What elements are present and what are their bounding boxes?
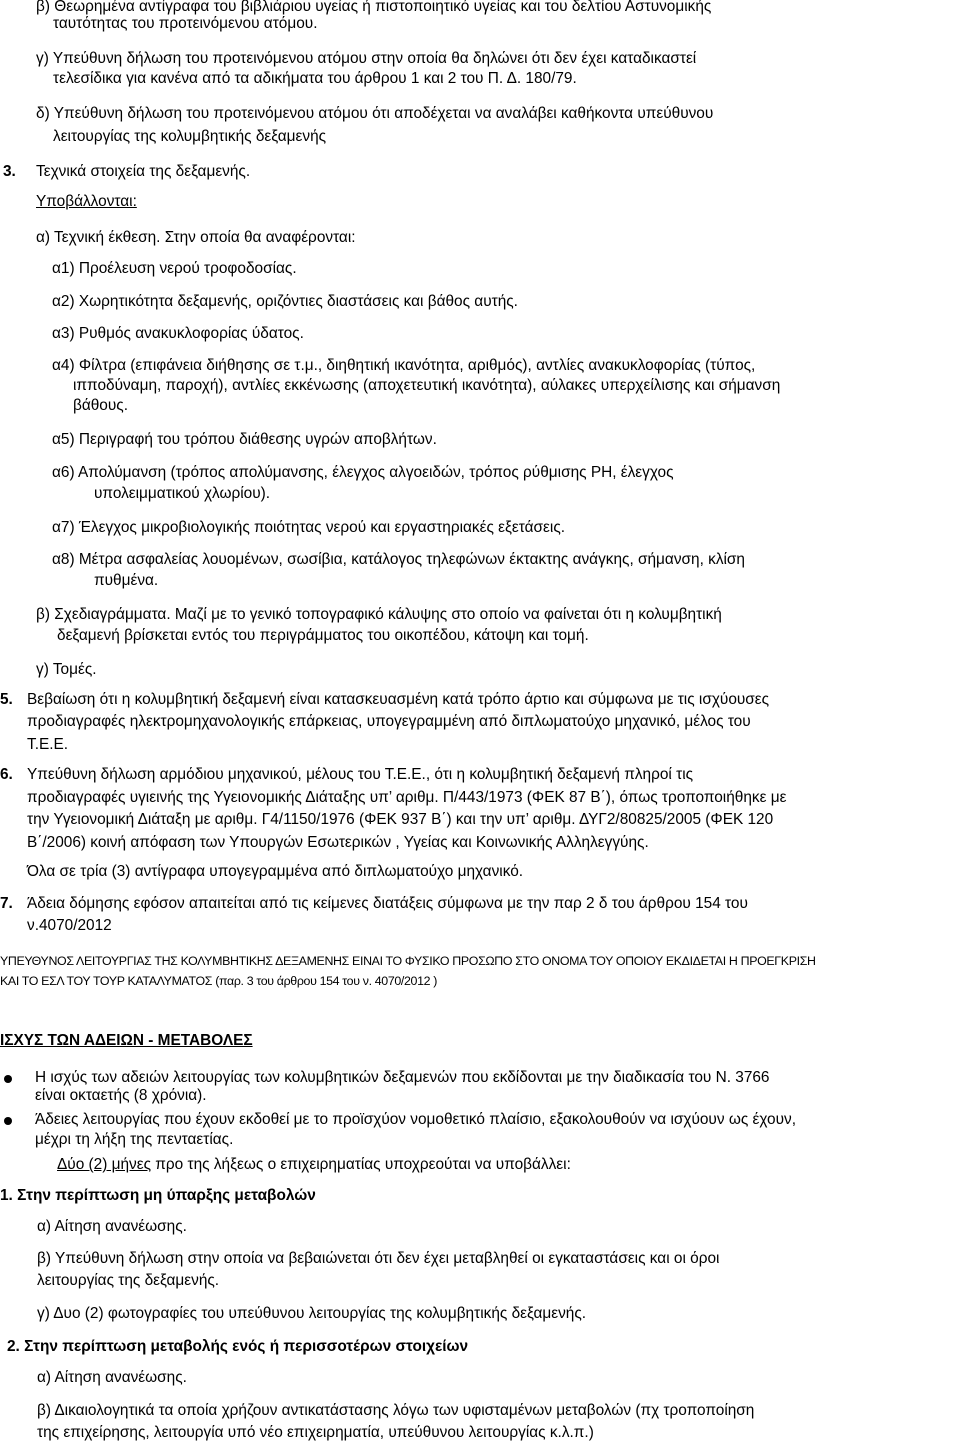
subsection-heading: 1. Στην περίπτωση μη ύπαρξης μεταβολών (0, 1187, 316, 1204)
text-line: είναι οκταετής (8 χρόνια). (35, 1087, 207, 1104)
text-line: Βεβαίωση ότι η κολυμβητική δεξαμενή είναι κατασκευασμένη κατά τρόπο άρτιο και σύμφωνα με τις ισχύουσες (27, 691, 770, 708)
section-number: 6. (0, 766, 13, 783)
note-line: ΥΠΕΥΘΥΝΟΣ ΛΕΙΤΟΥΡΓΙΑΣ ΤΗΣ ΚΟΛΥΜΒΗΤΙΚΗΣ ΔΕΞΑΜΕΝΗΣ ΕΙΝΑΙ ΤΟ ΦΥΣΙΚΟ ΠΡΟΣΩΠΟ ΣΤΟ ΟΝΟΜΑ ΤΟΥ ΟΠΟΙΟΥ ΕΚΔΙΔΕΤΑΙ Η ΠΡΟΕΓΚΡΙΣΗ (0, 954, 816, 968)
subsection-heading: 2. Στην περίπτωση μεταβολής ενός ή περισσοτέρων στοιχείων (7, 1338, 469, 1355)
page-heading: ΙΣΧΥΣ ΤΩΝ ΑΔΕΙΩΝ - ΜΕΤΑΒΟΛΕΣ (0, 1032, 253, 1049)
text-line: Άδειες λειτουργίας που έχουν εκδοθεί με το προϊσχύον νομοθετικό πλαίσιο, εξακολουθούν να ισχύουν ως έχουν, (35, 1111, 797, 1128)
list-item: α5) Περιγραφή του τρόπου διάθεσης υγρών αποβλήτων. (52, 431, 437, 448)
text-line: δ) Υπεύθυνη δήλωση του προτεινόμενου ατόμου ότι αποδέχεται να αναλάβει καθήκοντα υπεύθυνου (36, 105, 714, 122)
bullet-icon (4, 1075, 12, 1083)
text-line: λειτουργίας της κολυμβητικής δεξαμενής (53, 128, 327, 145)
list-item: α4) Φίλτρα (επιφάνεια διήθησης σε τ.μ., διηθητική ικανότητα, αριθμός), αντλίες ανακυκλοφορίας (τύπος, (52, 357, 756, 374)
text-line: προδιαγραφές υγιεινής της Υγειονομικής Διάταξης υπ’ αριθμ. Π/443/1973 (ΦΕΚ 87 Β΄), όπως τροποποιήθηκε με (27, 789, 787, 806)
text-line: β) Σχεδιαγράμματα. Μαζί με το γενικό τοπογραφικό κάλυψης στο οποίο να φαίνεται ότι η κολυμβητική (36, 606, 722, 623)
text-line: γ) Τομές. (36, 661, 97, 678)
text-line: πυθμένα. (94, 572, 159, 589)
text-line: προδιαγραφές ηλεκτρομηχανολογικής επάρκειας, υπογεγραμμένη από διπλωματούχο μηχανικό, μέλος του (27, 713, 751, 730)
text-line: την Υγειονομική Διάταξη με αριθμ. Γ4/1150/1976 (ΦΕΚ 937 Β΄) και την υπ’ αριθμ. ΔΥΓ2/80825/2005 (ΦΕΚ 120 (27, 811, 774, 828)
bullet-icon (4, 1117, 12, 1125)
subheading: Υποβάλλονται: (36, 193, 137, 210)
text-line: της επιχείρησης, λειτουργία υπό νέο επιχειρηματία, υπεύθυνου λειτουργίας κ.λ.π.) (37, 1424, 594, 1441)
note-line: ΚΑΙ ΤΟ ΕΣΛ ΤΟΥ ΤΟΥΡ ΚΑΤΑΛΥΜΑΤΟΣ (παρ. 3 του άρθρου 154 του ν. 4070/2012 ) (0, 974, 438, 988)
text-line: γ) Υπεύθυνη δήλωση του προτεινόμενου ατόμου στην οποία θα δηλώνει ότι δεν έχει καταδικαστεί (36, 50, 697, 67)
text-line: Η ισχύς των αδειών λειτουργίας των κολυμβητικών δεξαμενών που εκδίδονται με την διαδικασία του Ν. 3766 (35, 1069, 770, 1086)
text-line: δεξαμενή βρίσκεται εντός του περιγράμματος του οικοπέδου, κάτοψη και τομή. (57, 627, 589, 644)
text-line: Τ.Ε.Ε. (27, 736, 69, 753)
text-line: Άδεια δόμησης εφόσον απαιτείται από τις κείμενες διατάξεις σύμφωνα με την παρ 2 δ του άρθρου 154 του (27, 895, 748, 912)
text-line: ταυτότητας του προτεινόμενου ατόμου. (53, 15, 318, 32)
list-item: α) Αίτηση ανανέωσης. (37, 1218, 187, 1235)
text-line: Υπεύθυνη δήλωση αρμόδιου μηχανικού, μέλους του Τ.Ε.Ε., ότι η κολυμβητική δεξαμενή πληροί τις (27, 766, 694, 783)
text-line: ν.4070/2012 (27, 917, 112, 934)
list-item: α8) Μέτρα ασφαλείας λουομένων, σωσίβια, κατάλογος τηλεφώνων έκτακτης ανάγκης, σήμανση, κλίση (52, 551, 745, 568)
section-heading: Τεχνικά στοιχεία της δεξαμενής. (36, 163, 251, 180)
section-number: 5. (0, 691, 13, 708)
text-line: υπολειμματικού χλωρίου). (94, 485, 271, 502)
list-item: α2) Χωρητικότητα δεξαμενής, οριζόντιες διαστάσεις και βάθος αυτής. (52, 293, 518, 310)
section-number: 7. (0, 895, 13, 912)
deadline-text: Δύο (2) μήνες (57, 1156, 152, 1173)
text-line: λειτουργίας της δεξαμενής. (37, 1272, 220, 1289)
text-line: Όλα σε τρία (3) αντίγραφα υπογεγραμμένα από διπλωματούχο μηχανικό. (27, 863, 524, 880)
list-item: α) Αίτηση ανανέωσης. (37, 1369, 187, 1386)
list-item: α3) Ρυθμός ανακυκλοφορίας ύδατος. (52, 325, 304, 342)
section-number: 3. (3, 163, 16, 180)
text-line: μέχρι τη λήξη της πενταετίας. (35, 1131, 234, 1148)
text-line: τελεσίδικα για κανένα από τα αδικήματα του άρθρου 1 και 2 του Π. Δ. 180/79. (53, 70, 577, 87)
text-line: βάθους. (73, 397, 128, 414)
list-item: α1) Προέλευση νερού τροφοδοσίας. (52, 260, 297, 277)
list-item: α6) Απολύμανση (τρόπος απολύμανσης, έλεγχος αλγοειδών, τρόπος ρύθμισης PH, έλεγχος (52, 464, 674, 481)
text-line: β) Θεωρημένα αντίγραφα του βιβλιάριου υγείας ή πιστοποιητικό υγείας και του δελτίου Αστυνομικής (36, 0, 712, 15)
text-line: α) Τεχνική έκθεση. Στην οποία θα αναφέρονται: (36, 229, 356, 246)
text-line-rest: προ της λήξεως ο επιχειρηματίας υποχρεούται να υποβάλλει: (151, 1156, 571, 1173)
text-line: ιπποδύναμη, παροχή), αντλίες εκκένωσης (αποχετευτική ικανότητα), αύλακες υπερχείλισης και σήμανση (73, 377, 781, 394)
list-item: α7) Έλεγχος μικροβιολογικής ποιότητας νερού και εργαστηριακές εξετάσεις. (52, 519, 566, 536)
list-item: β) Δικαιολογητικά τα οποία χρήζουν αντικατάστασης λόγω των υφισταμένων μεταβολών (πχ τροποποίηση (37, 1402, 755, 1419)
list-item: β) Υπεύθυνη δήλωση στην οποία να βεβαιώνεται ότι δεν έχει μεταβληθεί οι εγκαταστάσεις και οι όροι (37, 1250, 720, 1267)
list-item: γ) Δυο (2) φωτογραφίες του υπεύθυνου λειτουργίας της κολυμβητικής δεξαμενής. (37, 1305, 587, 1322)
text-line (57, 1155, 571, 1174)
text-line: Β΄/2006) κοινή απόφαση των Υπουργών Εσωτερικών , Υγείας και Κοινωνικής Αλληλεγγύης. (27, 834, 649, 851)
